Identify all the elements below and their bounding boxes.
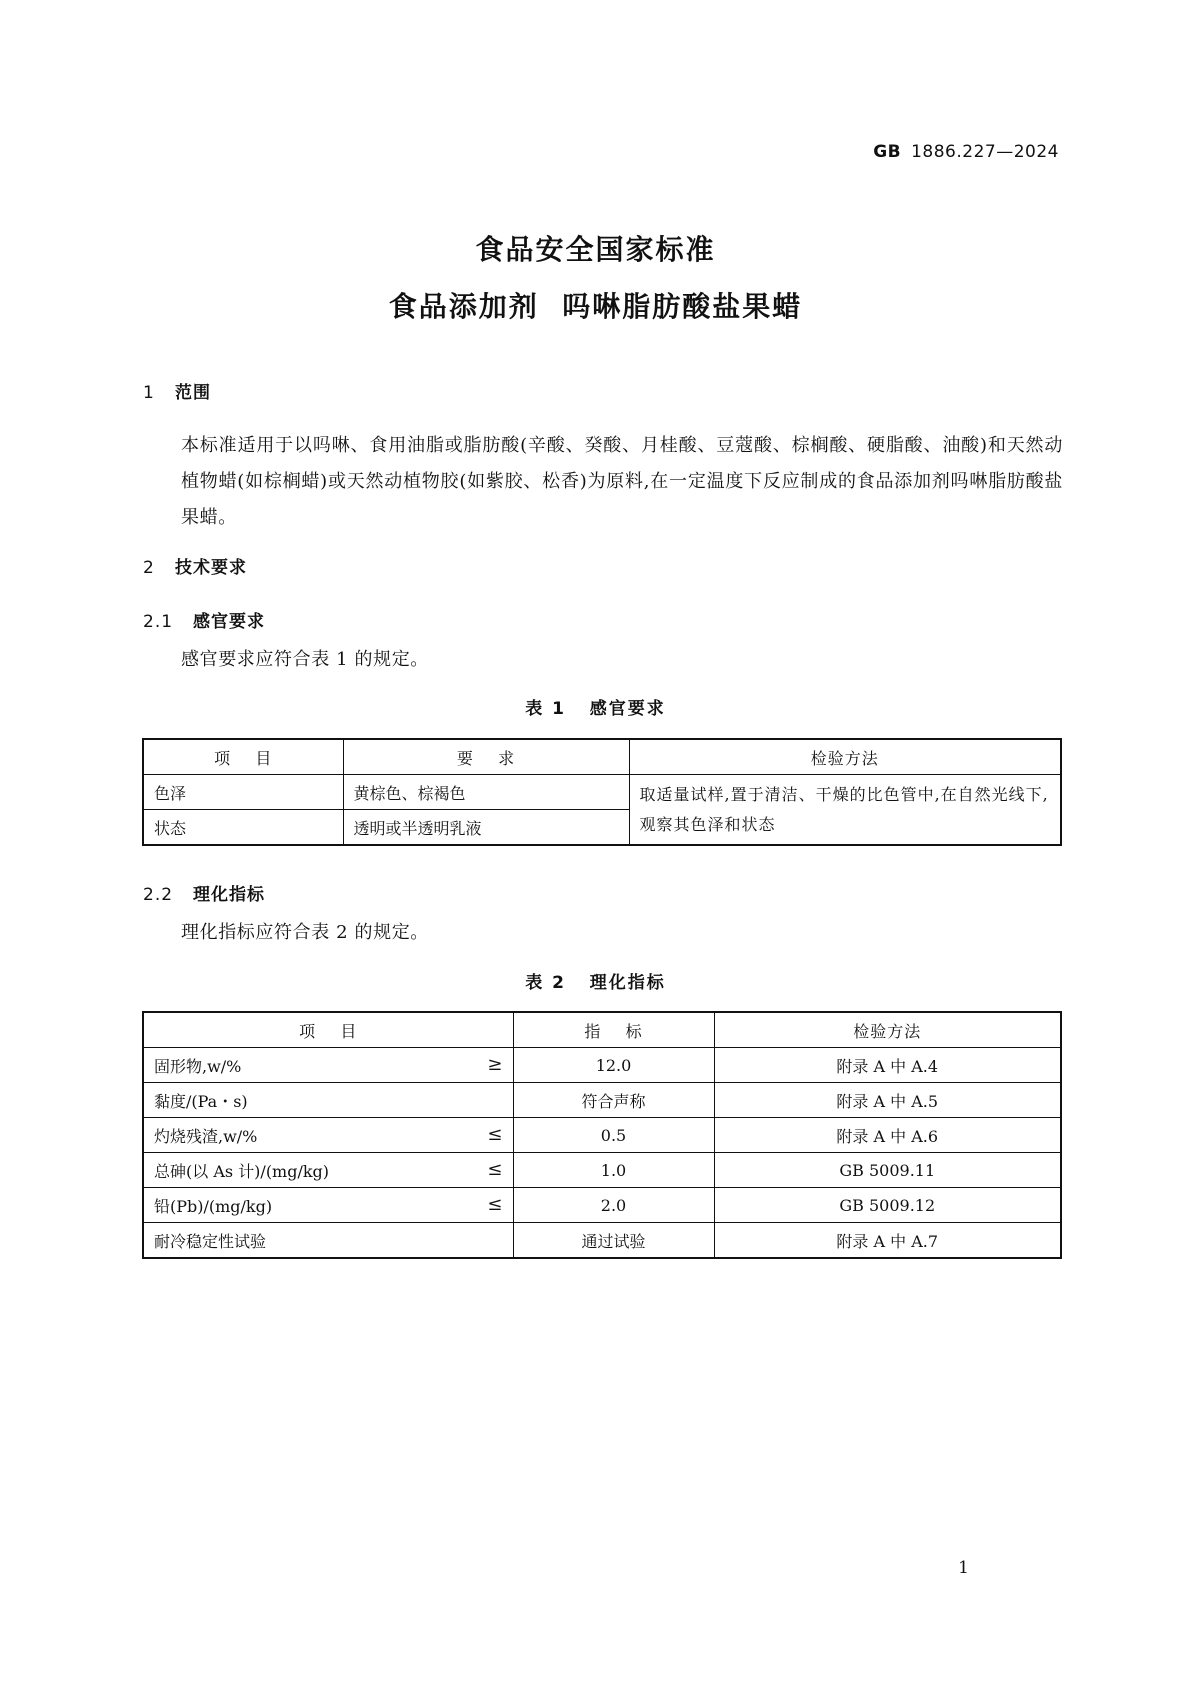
comparison-symbol: ≤ bbox=[487, 1158, 503, 1180]
section-number: 1 bbox=[143, 383, 155, 403]
sensory-intro: 感官要求应符合表 1 的规定。 bbox=[181, 649, 429, 670]
sub-title: 食品添加剂 吗啉脂肪酸盐果蜡 bbox=[388, 290, 803, 323]
comparison-symbol: ≤ bbox=[487, 1123, 503, 1145]
requirement-cell: 透明或半透明乳液 bbox=[343, 810, 629, 846]
section-2-heading bbox=[143, 553, 247, 578]
section-2-2-heading bbox=[143, 880, 265, 905]
requirement-cell: 黄棕色、棕褐色 bbox=[343, 775, 629, 810]
section-1-heading bbox=[143, 378, 211, 403]
table-header-row bbox=[143, 739, 1061, 775]
value-cell: 符合声称 bbox=[513, 1083, 714, 1118]
item-cell bbox=[143, 1083, 513, 1118]
header-index: 指 标 bbox=[513, 1012, 714, 1048]
section-2-1-heading bbox=[143, 607, 265, 632]
table-header-row bbox=[143, 1012, 1061, 1048]
physchem-intro: 理化指标应符合表 2 的规定。 bbox=[181, 922, 429, 943]
item-label: 灼烧残渣,w/% bbox=[154, 1126, 258, 1146]
table-row bbox=[143, 1048, 1061, 1083]
section-2-1-paragraph bbox=[143, 642, 1063, 678]
section-title: 技术要求 bbox=[175, 558, 247, 578]
table-row bbox=[143, 1223, 1061, 1259]
physchem-table bbox=[142, 1011, 1062, 1259]
item-cell bbox=[143, 1153, 513, 1188]
value-cell: 12.0 bbox=[513, 1048, 714, 1083]
header-method: 检验方法 bbox=[629, 739, 1061, 775]
standard-number: 1886.227—2024 bbox=[911, 142, 1059, 162]
item-cell bbox=[143, 1223, 513, 1259]
item-label: 铅(Pb)/(mg/kg) bbox=[154, 1196, 273, 1216]
header-item: 项 目 bbox=[143, 1012, 513, 1048]
header-item: 项 目 bbox=[143, 739, 343, 775]
item-cell bbox=[143, 1048, 513, 1083]
scope-text: 本标准适用于以吗啉、食用油脂或脂肪酸(辛酸、癸酸、月桂酸、豆蔻酸、棕榈酸、硬脂酸、油酸)和天然动植物蜡(如棕榈蜡)或天然动植物胶(如紫胶、松香)为原料,在一定温度下反应制成的食品添加剂吗啉脂肪酸盐果蜡。 bbox=[181, 435, 1063, 528]
method-cell: 附录 A 中 A.6 bbox=[714, 1118, 1061, 1153]
table-row bbox=[143, 775, 1061, 810]
method-cell: 附录 A 中 A.4 bbox=[714, 1048, 1061, 1083]
method-cell: GB 5009.11 bbox=[714, 1153, 1061, 1188]
sensory-table bbox=[142, 738, 1062, 846]
section-title: 感官要求 bbox=[193, 612, 265, 632]
comparison-symbol: ≤ bbox=[487, 1193, 503, 1215]
comparison-symbol: ≥ bbox=[487, 1053, 503, 1075]
header-requirement: 要 求 bbox=[343, 739, 629, 775]
table-row bbox=[143, 1153, 1061, 1188]
value-cell: 通过试验 bbox=[513, 1223, 714, 1259]
header-method: 检验方法 bbox=[714, 1012, 1061, 1048]
table-row bbox=[143, 1188, 1061, 1223]
item-cell: 状态 bbox=[143, 810, 343, 846]
value-cell: 2.0 bbox=[513, 1188, 714, 1223]
table-2-caption: 表 2 理化指标 bbox=[525, 973, 666, 993]
item-label: 黏度/(Pa・s) bbox=[154, 1091, 248, 1111]
page-number: 1 bbox=[958, 1558, 969, 1578]
method-cell: 取适量试样,置于清洁、干燥的比色管中,在自然光线下,观察其色泽和状态 bbox=[629, 775, 1061, 846]
item-label: 总砷(以 As 计)/(mg/kg) bbox=[154, 1161, 330, 1181]
section-number: 2 bbox=[143, 558, 155, 578]
main-title: 食品安全国家标准 bbox=[475, 233, 716, 266]
section-2-2-paragraph bbox=[143, 915, 1063, 951]
table-row bbox=[143, 1083, 1061, 1118]
standard-prefix: GB bbox=[873, 142, 902, 162]
item-label: 固形物,w/% bbox=[154, 1056, 242, 1076]
table-row bbox=[143, 1118, 1061, 1153]
method-cell: GB 5009.12 bbox=[714, 1188, 1061, 1223]
section-number: 2.1 bbox=[143, 612, 174, 632]
section-title: 理化指标 bbox=[193, 885, 265, 905]
value-cell: 1.0 bbox=[513, 1153, 714, 1188]
item-cell: 色泽 bbox=[143, 775, 343, 810]
item-cell bbox=[143, 1118, 513, 1153]
standard-code bbox=[873, 142, 1059, 162]
section-1-paragraph bbox=[143, 428, 1063, 536]
item-cell bbox=[143, 1188, 513, 1223]
method-cell: 附录 A 中 A.7 bbox=[714, 1223, 1061, 1259]
section-number: 2.2 bbox=[143, 885, 174, 905]
value-cell: 0.5 bbox=[513, 1118, 714, 1153]
table-1-caption: 表 1 感官要求 bbox=[525, 699, 666, 719]
section-title: 范围 bbox=[175, 383, 211, 403]
item-label: 耐冷稳定性试验 bbox=[154, 1231, 267, 1251]
method-cell: 附录 A 中 A.5 bbox=[714, 1083, 1061, 1118]
